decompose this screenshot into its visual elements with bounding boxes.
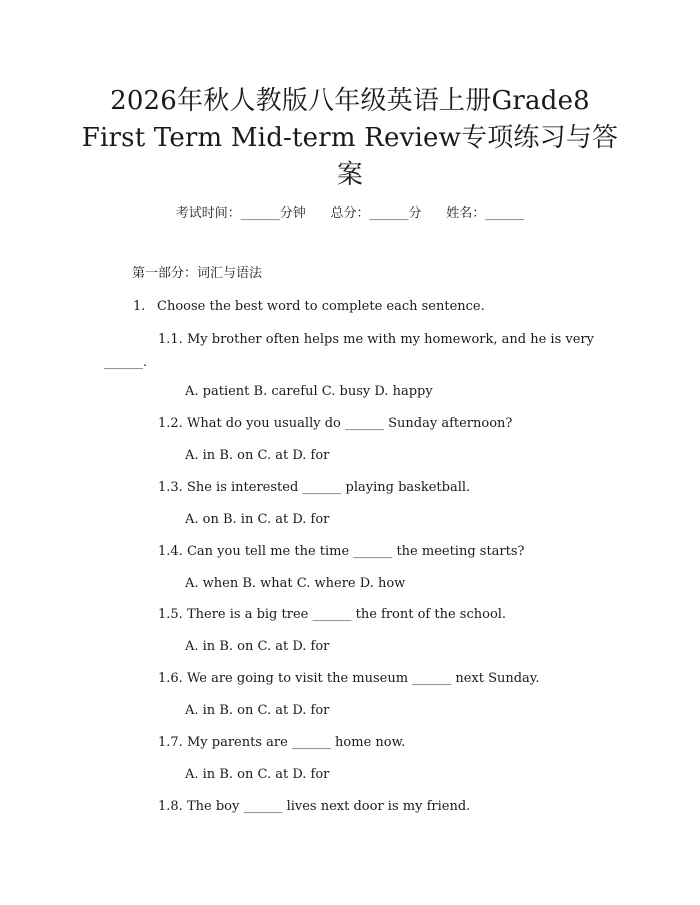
item-text: My parents are ______ home now. [186, 735, 406, 750]
question-instruction [133, 297, 485, 317]
item-1-1-continued: ______. [104, 355, 148, 370]
page-title-line-2: First Term Mid-term Review专项练习与答 [81, 123, 619, 153]
item-1-7 [158, 733, 405, 753]
item-1-4-options: A. when B. what C. where D. how [185, 576, 406, 591]
item-1-4 [158, 542, 525, 562]
item-text: Can you tell me the time ______ the meeting starts? [186, 544, 525, 559]
item-text: My brother often helps me with my homework, and he is very [186, 332, 594, 347]
item-1-5-options: A. in B. on C. at D. for [185, 639, 330, 654]
item-1-6-options: A. in B. on C. at D. for [185, 703, 330, 718]
item-1-2-options: A. in B. on C. at D. for [185, 448, 330, 463]
item-text: The boy ______ lives next door is my friend. [186, 799, 471, 814]
item-number: 1.3. [158, 480, 183, 495]
item-number: 1.5. [158, 607, 183, 622]
item-number: 1.8. [158, 799, 183, 814]
item-text: What do you usually do ______ Sunday afternoon? [186, 416, 513, 431]
item-1-6 [158, 669, 540, 689]
item-number: 1.7. [158, 735, 183, 750]
question-text: Choose the best word to complete each sentence. [157, 299, 485, 314]
page-title-line-1: 2026年秋人教版八年级英语上册Grade8 [110, 86, 590, 116]
item-text: There is a big tree ______ the front of the school. [186, 607, 507, 622]
item-number: 1.4. [158, 544, 183, 559]
item-text: We are going to visit the museum ______ next Sunday. [186, 671, 540, 686]
item-number: 1.6. [158, 671, 183, 686]
item-1-1 [158, 330, 594, 350]
item-1-7-options: A. in B. on C. at D. for [185, 767, 330, 782]
item-number: 1.2. [158, 416, 183, 431]
item-1-3-options: A. on B. in C. at D. for [185, 512, 330, 527]
item-1-8 [158, 797, 470, 817]
item-number: 1.1. [158, 332, 183, 347]
exam-info-line: 考试时间：______分钟 总分：______分 姓名：______ [175, 206, 525, 221]
question-number: 1. [133, 299, 146, 314]
section-title: 第一部分：词汇与语法 [132, 266, 263, 281]
item-text: She is interested ______ playing basketball. [186, 480, 471, 495]
item-1-2 [158, 414, 512, 434]
page-title-line-3: 案 [336, 160, 364, 190]
item-1-1-options: A. patient B. careful C. busy D. happy [185, 384, 433, 399]
item-1-5 [158, 605, 506, 625]
item-1-3 [158, 478, 470, 498]
